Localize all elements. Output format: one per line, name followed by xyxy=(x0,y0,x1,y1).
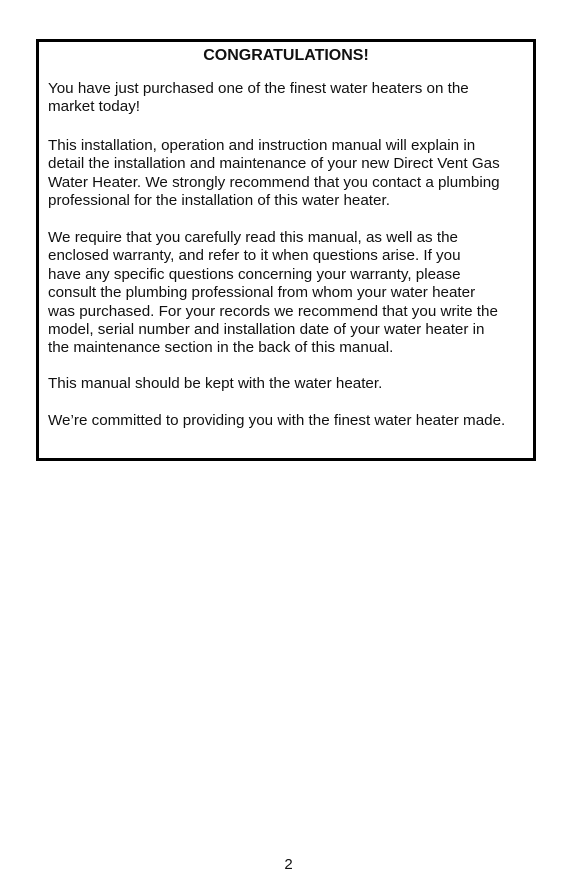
congratulations-notice-box xyxy=(36,39,536,461)
page-number: 2 xyxy=(284,856,293,873)
text-line: enclosed warranty, and refer to it when questions arise. If you xyxy=(48,247,461,265)
text-line: consult the plumbing professional from whom your water heater xyxy=(48,284,476,302)
text-line: have any specific questions concerning your warranty, please xyxy=(48,265,461,283)
text-line: detail the installation and maintenance of your new Direct Vent Gas xyxy=(48,155,500,173)
paragraph-read-manual xyxy=(48,229,538,358)
text-line: market today! xyxy=(48,98,141,116)
paragraph-manual-intro xyxy=(48,137,538,211)
text-line: You have just purchased one of the finest water heaters on the xyxy=(48,80,469,97)
text-line: We’re committed to providing you with the finest water heater made. xyxy=(48,412,506,429)
text-line: model, serial number and installation date of your water heater in xyxy=(48,321,485,339)
text-line: This installation, operation and instruction manual will explain in xyxy=(48,137,476,154)
text-line: professional for the installation of this water heater. xyxy=(48,192,390,210)
paragraph-purchase xyxy=(48,80,538,117)
paragraph-commitment xyxy=(48,412,538,430)
notice-title: CONGRATULATIONS! xyxy=(203,47,369,64)
text-line: was purchased. For your records we recommend that you write the xyxy=(48,302,498,320)
text-line: the maintenance section in the back of this manual. xyxy=(48,339,394,357)
text-line: This manual should be kept with the water heater. xyxy=(48,375,383,392)
text-line: Water Heater. We strongly recommend that you contact a plumbing xyxy=(48,173,500,191)
text-line: We require that you carefully read this manual, as well as the xyxy=(48,229,458,246)
paragraph-keep-manual xyxy=(48,375,538,393)
